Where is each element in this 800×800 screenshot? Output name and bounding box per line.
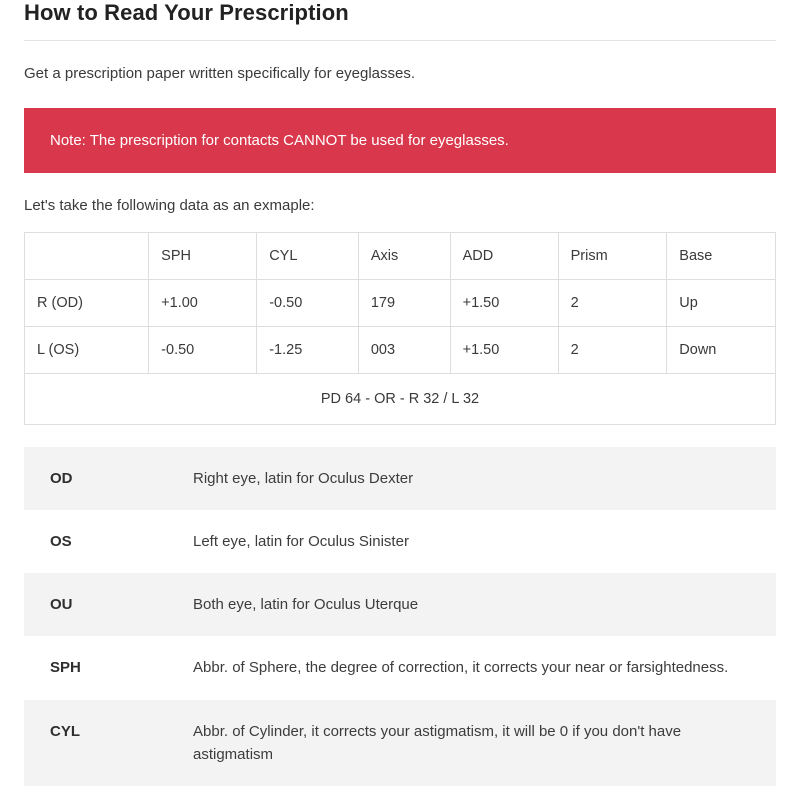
- glossary-list: [24, 447, 776, 787]
- table-head: [25, 232, 776, 279]
- cell-right-add: +1.50: [450, 279, 558, 326]
- intro-paragraph: Get a prescription paper written specifically for eyeglasses.: [24, 65, 416, 82]
- page-title: How to Read Your Prescription: [24, 0, 349, 25]
- list-item: [24, 447, 776, 510]
- table-footer-row: [25, 373, 776, 424]
- cell-right-axis: 179: [358, 279, 450, 326]
- cell-left-sph: -0.50: [149, 326, 257, 373]
- warning-note-banner: [24, 108, 776, 173]
- column-header-prism: Prism: [558, 232, 667, 279]
- cell-right-cyl: -0.50: [257, 279, 359, 326]
- list-item: [24, 510, 776, 573]
- glossary-term-os: OS: [50, 532, 72, 550]
- table-row: [25, 279, 776, 326]
- cell-left-axis: 003: [358, 326, 450, 373]
- cell-pd-value: PD 64 - OR - R 32 / L 32: [25, 373, 776, 424]
- cell-right-base: Up: [667, 279, 776, 326]
- table-body: [25, 279, 776, 424]
- cell-right-sph: +1.00: [149, 279, 257, 326]
- glossary-definition-od: Right eye, latin for Oculus Dexter: [193, 469, 414, 487]
- glossary-definition-sph: Abbr. of Sphere, the degree of correction, it corrects your near or farsightedness.: [193, 659, 729, 677]
- column-header-cyl: CYL: [257, 232, 359, 279]
- row-label-right-eye: R (OD): [25, 279, 149, 326]
- column-header-add: ADD: [450, 232, 558, 279]
- glossary-term-sph: SPH: [50, 659, 81, 677]
- example-lead-text: Let's take the following data as an exmaple:: [24, 196, 315, 214]
- list-item: [24, 700, 776, 787]
- list-item: [24, 573, 776, 636]
- cell-right-prism: 2: [558, 279, 667, 326]
- prescription-table: [24, 232, 776, 425]
- warning-note-text: Note: The prescription for contacts CANNOT be used for eyeglasses.: [50, 131, 509, 149]
- glossary-definition-cyl: Abbr. of Cylinder, it corrects your astigmatism, it will be 0 if you don't have astigmatism: [193, 722, 682, 763]
- cell-left-prism: 2: [558, 326, 667, 373]
- column-header-base: Base: [667, 232, 776, 279]
- cell-left-cyl: -1.25: [257, 326, 359, 373]
- cell-left-base: Down: [667, 326, 776, 373]
- table-header-row: [25, 232, 776, 279]
- title-divider: [24, 40, 776, 41]
- glossary-term-od: OD: [50, 469, 73, 487]
- table-row: [25, 326, 776, 373]
- glossary-term-cyl: CYL: [50, 722, 80, 740]
- column-header-sph: SPH: [149, 232, 257, 279]
- glossary-definition-os: Left eye, latin for Oculus Sinister: [193, 532, 409, 550]
- column-header-blank: [25, 232, 149, 279]
- cell-left-add: +1.50: [450, 326, 558, 373]
- row-label-left-eye: L (OS): [25, 326, 149, 373]
- glossary-definition-ou: Both eye, latin for Oculus Uterque: [193, 596, 419, 613]
- column-header-axis: Axis: [358, 232, 450, 279]
- glossary-term-ou: OU: [50, 596, 73, 613]
- list-item: [24, 636, 776, 699]
